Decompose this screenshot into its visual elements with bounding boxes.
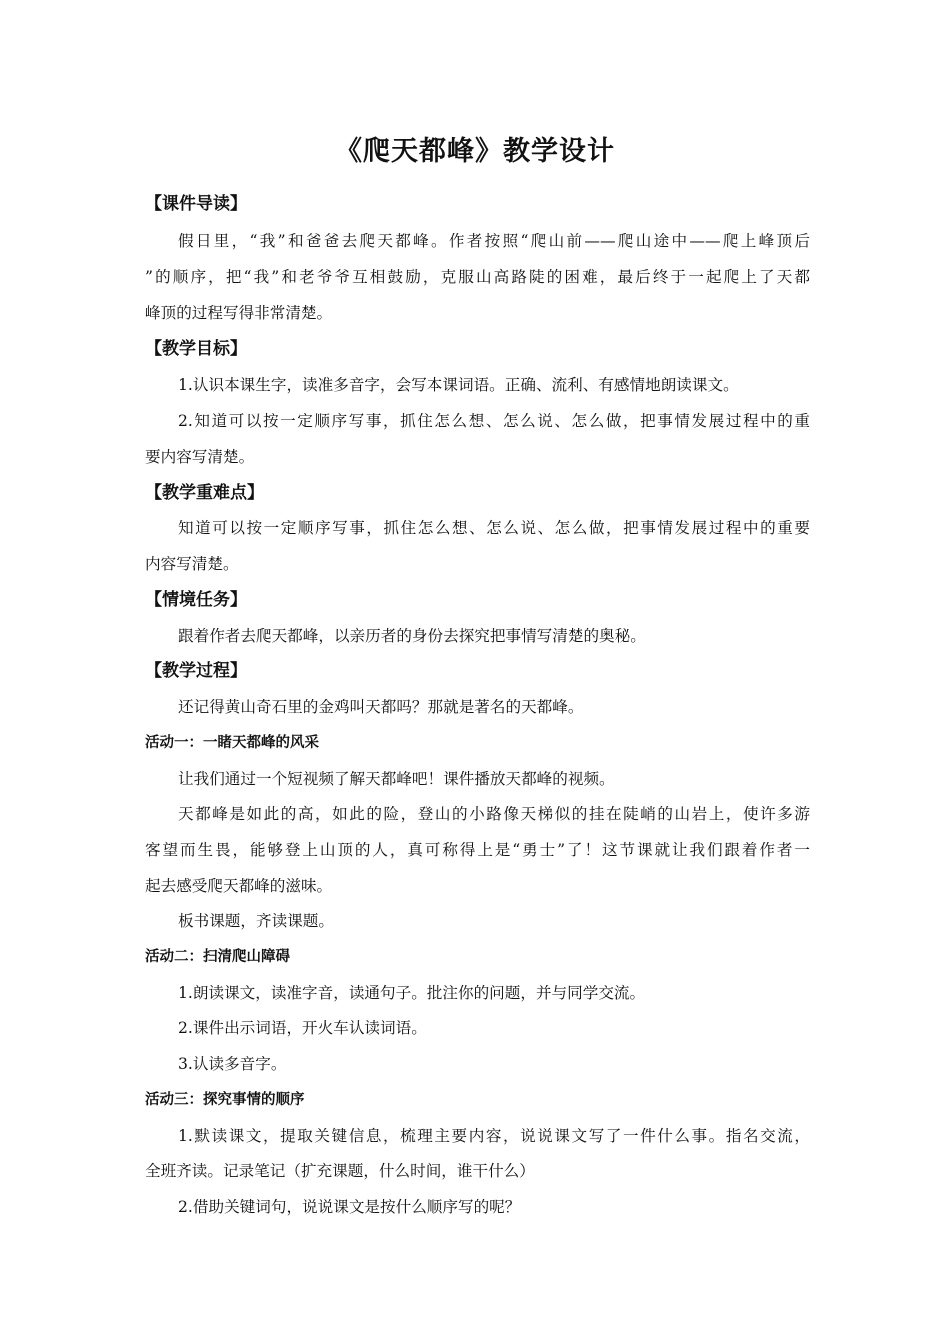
activity-heading-1: 活动一：一睹天都峰的风采 [145, 735, 319, 751]
section-heading-goals: 【教学目标】 [145, 339, 247, 359]
paragraph-line: 还记得黄山奇石里的金鸡叫天都吗？那就是著名的天都峰。 [178, 698, 584, 716]
paragraph-line: 知道可以按一定顺序写事，抓住怎么想、怎么说、怎么做，把事情发展过程中的重要 [178, 519, 810, 537]
section-heading-guide: 【课件导读】 [145, 194, 247, 214]
paragraph-line: 起去感受爬天都峰的滋味。 [145, 877, 333, 895]
section-heading-task: 【情境任务】 [145, 590, 247, 610]
list-item: 1.默读课文，提取关键信息，梳理主要内容，说说课文写了一件什么事。指名交流， [178, 1127, 810, 1145]
paragraph-line: 全班齐读。记录笔记（扩充课题，什么时间，谁干什么） [145, 1162, 535, 1180]
paragraph-line: 板书课题，齐读课题。 [178, 912, 334, 930]
paragraph-line: 客望而生畏，能够登上山顶的人，真可称得上是“勇士”了！这节课就让我们跟着作者一 [145, 841, 810, 859]
list-item: 3.认读多音字。 [178, 1055, 287, 1073]
paragraph-line: 假日里，“我”和爸爸去爬天都峰。作者按照“爬山前——爬山途中——爬上峰顶后 [178, 232, 810, 250]
paragraph-line: 跟着作者去爬天都峰，以亲历者的身份去探究把事情写清楚的奥秘。 [178, 627, 646, 645]
section-heading-key-points: 【教学重难点】 [145, 483, 264, 503]
paragraph-line: 让我们通过一个短视频了解天都峰吧！课件播放天都峰的视频。 [178, 770, 615, 788]
paragraph-line: 要内容写清楚。 [145, 448, 255, 466]
paragraph-line: 峰顶的过程写得非常清楚。 [145, 304, 333, 322]
paragraph-line: 内容写清楚。 [145, 555, 239, 573]
list-item: 2.课件出示词语，开火车认读词语。 [178, 1019, 427, 1037]
paragraph-line: 天都峰是如此的高，如此的险，登山的小路像天梯似的挂在陡峭的山岩上，使许多游 [178, 805, 810, 823]
section-heading-process: 【教学过程】 [145, 661, 247, 681]
paragraph-line: 1.认识本课生字，读准多音字，会写本课词语。正确、流利、有感情地朗读课文。 [178, 376, 739, 394]
page-title: 《爬天都峰》教学设计 [335, 136, 615, 167]
paragraph-line: 2.知道可以按一定顺序写事，抓住怎么想、怎么说、怎么做，把事情发展过程中的重 [178, 412, 810, 430]
list-item: 1.朗读课文，读准字音，读通句子。批注你的问题，并与同学交流。 [178, 984, 646, 1002]
list-item: 2.借助关键词句，说说课文是按什么顺序写的呢？ [178, 1198, 521, 1216]
activity-heading-2: 活动二：扫清爬山障碍 [145, 949, 290, 965]
activity-heading-3: 活动三：探究事情的顺序 [145, 1092, 305, 1108]
paragraph-line: ”的顺序，把“我”和老爷爷互相鼓励，克服山高路陡的困难，最后终于一起爬上了天都 [145, 268, 810, 286]
